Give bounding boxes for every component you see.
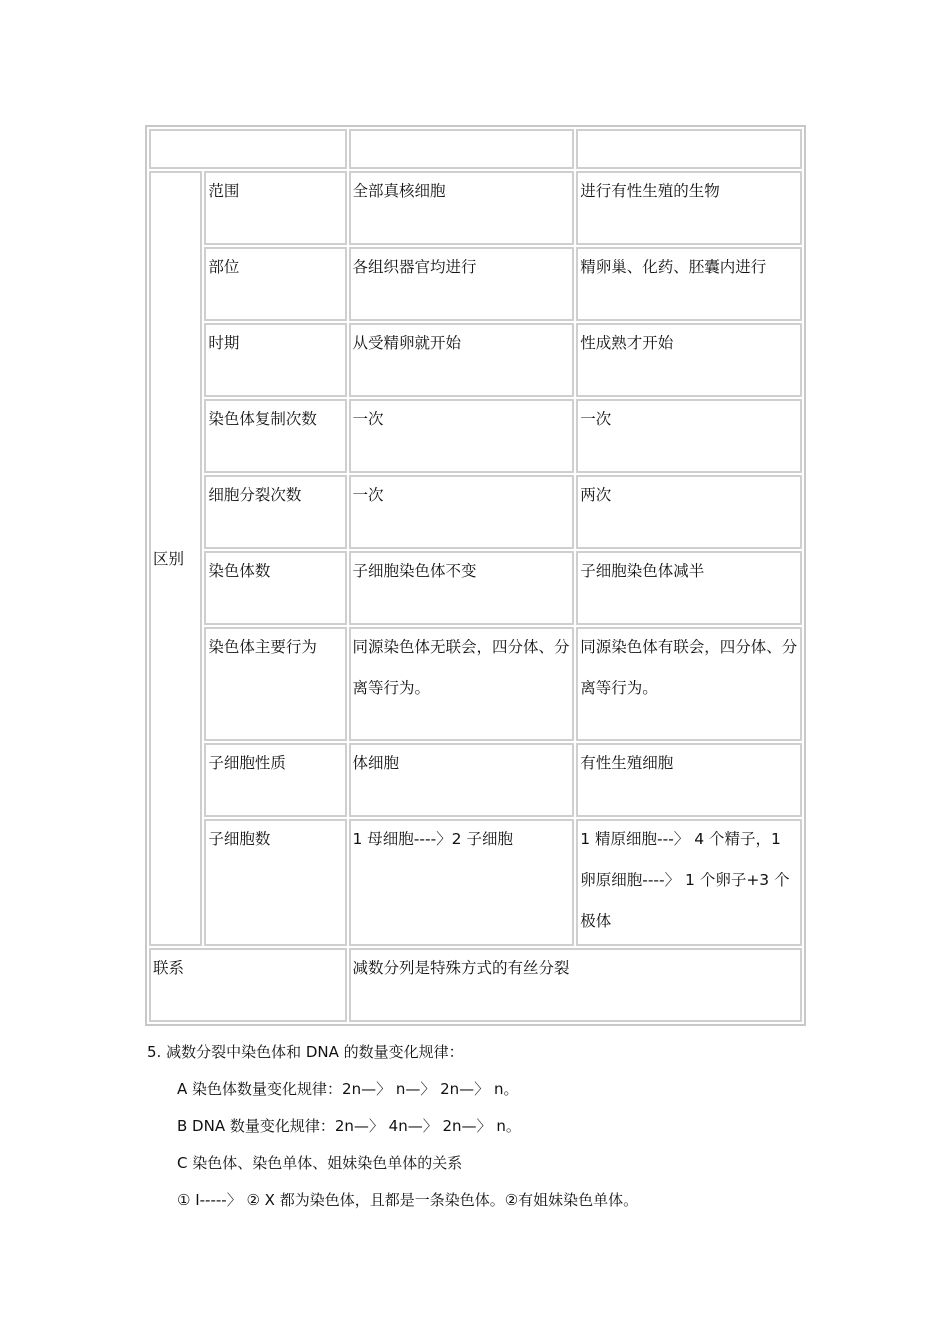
meiosis-cell bbox=[576, 819, 802, 946]
meiosis-value: 两次 bbox=[580, 486, 612, 504]
mitosis-value: 子细胞染色体不变 bbox=[352, 562, 477, 580]
note-c: C 染色体、染色单体、姐妹染色单体的关系 bbox=[177, 1154, 463, 1172]
row-label-cell bbox=[204, 475, 346, 549]
meiosis-cell bbox=[576, 247, 802, 321]
meiosis-cell bbox=[576, 743, 802, 817]
mitosis-cell bbox=[349, 627, 575, 741]
row-label: 部位 bbox=[208, 258, 240, 276]
relation-label-cell bbox=[149, 948, 347, 1022]
meiosis-value: 进行有性生殖的生物 bbox=[580, 182, 720, 200]
table-row bbox=[149, 475, 802, 549]
table-row bbox=[149, 627, 802, 741]
meiosis-cell bbox=[576, 171, 802, 245]
table-row bbox=[149, 743, 802, 817]
meiosis-cell bbox=[576, 627, 802, 741]
meiosis-cell bbox=[576, 399, 802, 473]
mitosis-value: 一次 bbox=[352, 410, 384, 428]
row-label-cell bbox=[204, 551, 346, 625]
mitosis-value: 同源染色体无联会，四分体、分离等行为。 bbox=[352, 638, 570, 697]
note-a: A 染色体数量变化规律：2n—〉 n—〉 2n—〉 n。 bbox=[177, 1080, 519, 1098]
table-header-row bbox=[149, 129, 802, 169]
row-label: 时期 bbox=[208, 334, 240, 352]
row-label-cell bbox=[204, 247, 346, 321]
mitosis-cell bbox=[349, 323, 575, 397]
meiosis-value: 有性生殖细胞 bbox=[580, 754, 674, 772]
group-label-difference bbox=[149, 171, 202, 946]
row-label-cell bbox=[204, 323, 346, 397]
row-label: 子细胞性质 bbox=[208, 754, 286, 772]
row-label-cell bbox=[204, 819, 346, 946]
note-b: B DNA 数量变化规律：2n—〉 4n—〉 2n—〉 n。 bbox=[177, 1117, 521, 1135]
meiosis-value: 1 精原细胞---〉 4 个精子，1 卵原细胞----〉 1 个卵子+3 个极体 bbox=[580, 830, 790, 930]
row-label: 染色体数 bbox=[208, 562, 271, 580]
mitosis-value: 全部真核细胞 bbox=[352, 182, 446, 200]
table-row bbox=[149, 323, 802, 397]
header-cell bbox=[349, 129, 575, 169]
row-label: 染色体复制次数 bbox=[208, 410, 317, 428]
row-label: 细胞分裂次数 bbox=[208, 486, 302, 504]
mitosis-value: 1 母细胞----〉2 子细胞 bbox=[352, 830, 513, 848]
meiosis-cell bbox=[576, 475, 802, 549]
mitosis-cell bbox=[349, 171, 575, 245]
relation-label: 联系 bbox=[153, 959, 185, 977]
row-label-cell bbox=[204, 627, 346, 741]
row-label: 染色体主要行为 bbox=[208, 638, 317, 656]
table-row bbox=[149, 399, 802, 473]
mitosis-value: 体细胞 bbox=[352, 754, 400, 772]
mitosis-value: 各组织器官均进行 bbox=[352, 258, 477, 276]
notes-heading: 5. 减数分裂中染色体和 DNA 的数量变化规律： bbox=[147, 1043, 464, 1061]
row-label-cell bbox=[204, 171, 346, 245]
table-row bbox=[149, 819, 802, 946]
relation-text: 减数分列是特殊方式的有丝分裂 bbox=[352, 959, 570, 977]
row-label-cell bbox=[204, 743, 346, 817]
row-label-cell bbox=[204, 399, 346, 473]
row-label: 子细胞数 bbox=[208, 830, 271, 848]
relation-text-cell bbox=[349, 948, 803, 1022]
header-cell bbox=[149, 129, 347, 169]
meiosis-cell bbox=[576, 551, 802, 625]
meiosis-value: 同源染色体有联会，四分体、分离等行为。 bbox=[580, 638, 798, 697]
table-row bbox=[149, 247, 802, 321]
mitosis-cell bbox=[349, 475, 575, 549]
relation-row bbox=[149, 948, 802, 1022]
note-d: ① I-----〉 ② X 都为染色体，且都是一条染色体。②有姐妹染色单体。 bbox=[177, 1191, 639, 1209]
mitosis-value: 一次 bbox=[352, 486, 384, 504]
mitosis-value: 从受精卵就开始 bbox=[352, 334, 462, 352]
meiosis-value: 精卵巢、化药、胚囊内进行 bbox=[580, 258, 767, 276]
mitosis-cell bbox=[349, 819, 575, 946]
mitosis-cell bbox=[349, 551, 575, 625]
header-cell bbox=[576, 129, 802, 169]
meiosis-value: 子细胞染色体减半 bbox=[580, 562, 705, 580]
meiosis-value: 一次 bbox=[580, 410, 612, 428]
group-label-text: 区别 bbox=[153, 550, 185, 568]
meiosis-cell bbox=[576, 323, 802, 397]
mitosis-cell bbox=[349, 743, 575, 817]
table-row bbox=[149, 551, 802, 625]
row-label: 范围 bbox=[208, 182, 240, 200]
table-row bbox=[149, 171, 802, 245]
mitosis-cell bbox=[349, 247, 575, 321]
mitosis-cell bbox=[349, 399, 575, 473]
meiosis-value: 性成熟才开始 bbox=[580, 334, 674, 352]
comparison-table bbox=[145, 125, 806, 1026]
